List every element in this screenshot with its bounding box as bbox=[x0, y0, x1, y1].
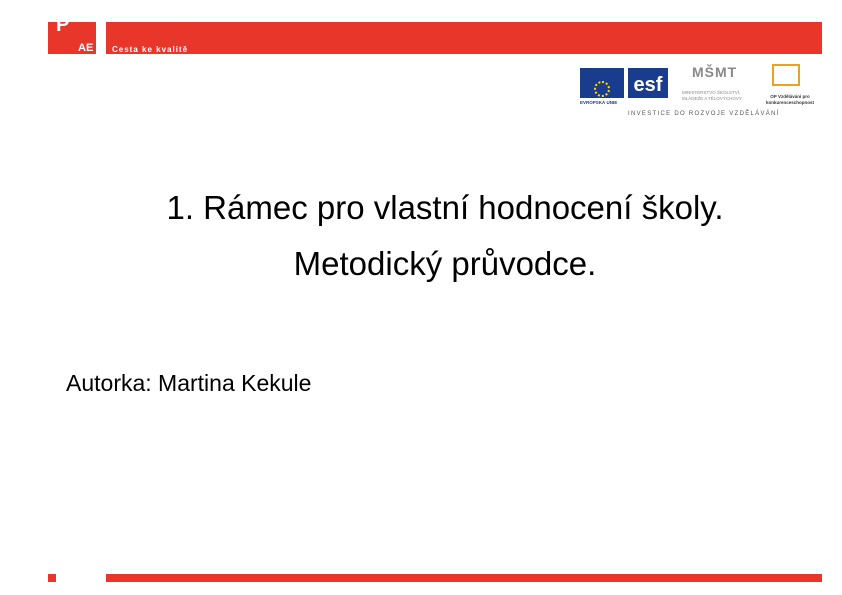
author-line: Autorka: Martina Kekule bbox=[66, 370, 312, 396]
esf-logo: esf bbox=[628, 68, 668, 98]
title-line-1: 1. Rámec pro vlastní hodnocení školy. bbox=[166, 189, 724, 226]
eu-label: EVROPSKÁ UNIE bbox=[580, 100, 618, 105]
logo-mark: P bbox=[56, 14, 70, 36]
msmt-label: MINISTERSTVO ŠKOLSTVÍ, MLÁDEŽE A TĚLOVÝCHOVY bbox=[682, 90, 742, 101]
eu-stars-icon bbox=[594, 81, 610, 97]
footer-bar bbox=[106, 574, 822, 582]
investment-label: INVESTICE DO ROZVOJE VZDĚLÁVÁNÍ bbox=[628, 111, 780, 117]
eu-flag-icon bbox=[580, 68, 624, 98]
msmt-logo: MŠMT bbox=[692, 64, 738, 80]
logo-text: AE bbox=[78, 42, 94, 54]
op-label: OP Vzdělávání pro konkurenceschopnost bbox=[765, 94, 814, 105]
title-line-2: Metodický průvodce. bbox=[293, 245, 597, 282]
footer-square bbox=[48, 574, 56, 582]
op-logo-icon bbox=[772, 64, 800, 86]
header-tagline: Cesta ke kvalitě bbox=[112, 45, 189, 54]
header-bar bbox=[106, 22, 822, 54]
slide-title bbox=[60, 180, 830, 292]
